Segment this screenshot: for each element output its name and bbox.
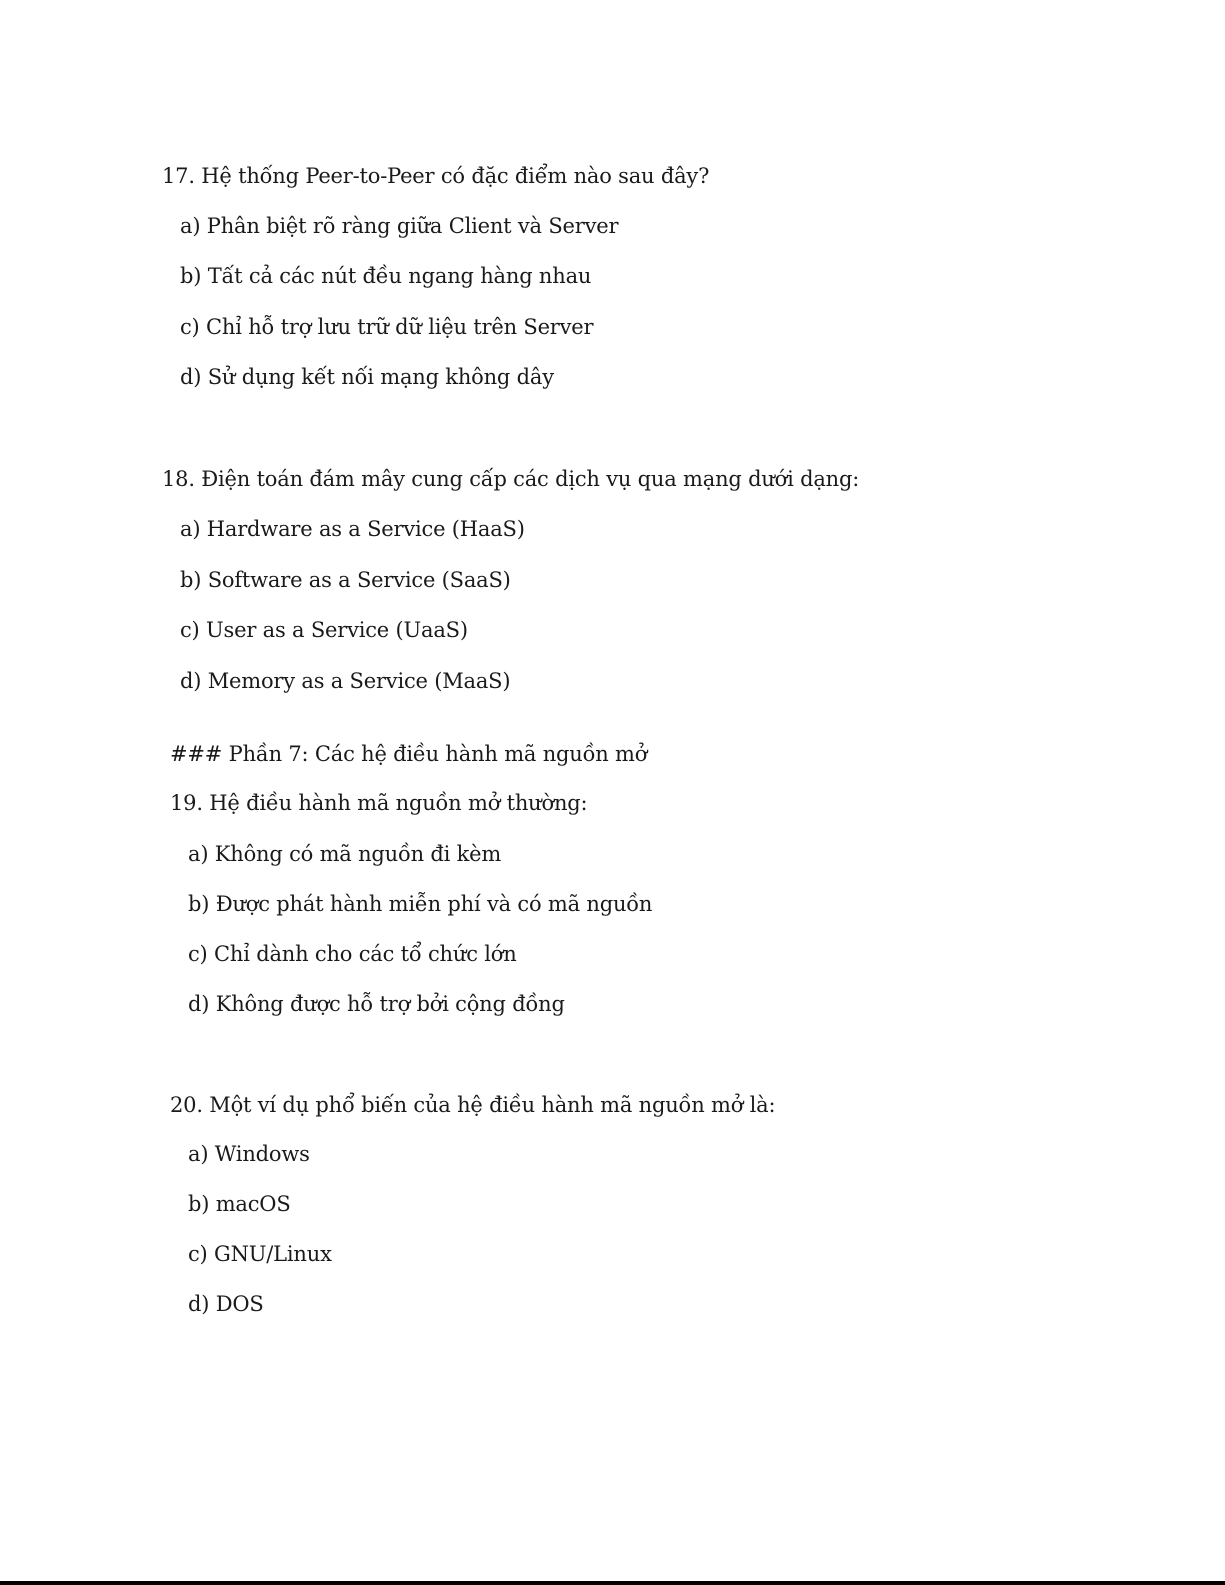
question-17-option-b: b) Tất cả các nút đều ngang hàng nhau (180, 264, 592, 288)
page-bottom-border (0, 1581, 1225, 1585)
question-17-option-c: c) Chỉ hỗ trợ lưu trữ dữ liệu trên Server (180, 315, 594, 339)
section-heading: ### Phần 7: Các hệ điều hành mã nguồn mở (170, 742, 648, 766)
question-19-option-b: b) Được phát hành miễn phí và có mã nguồn (188, 892, 653, 916)
question-17-option-a: a) Phân biệt rõ ràng giữa Client và Server (180, 214, 619, 238)
question-19-text: 19. Hệ điều hành mã nguồn mở thường: (170, 791, 588, 815)
question-18-option-c: c) User as a Service (UaaS) (180, 618, 468, 642)
question-18-text: 18. Điện toán đám mây cung cấp các dịch vụ qua mạng dưới dạng: (162, 467, 860, 491)
question-19-option-d: d) Không được hỗ trợ bởi cộng đồng (188, 992, 565, 1016)
question-17-option-d: d) Sử dụng kết nối mạng không dây (180, 365, 554, 389)
question-18-option-b: b) Software as a Service (SaaS) (180, 568, 511, 592)
question-18-option-d: d) Memory as a Service (MaaS) (180, 669, 511, 693)
question-20-option-d: d) DOS (188, 1292, 264, 1316)
question-20-option-b: b) macOS (188, 1192, 291, 1216)
question-19-option-c: c) Chỉ dành cho các tổ chức lớn (188, 942, 517, 966)
question-17-text: 17. Hệ thống Peer-to-Peer có đặc điểm nào sau đây? (162, 164, 710, 188)
question-20-option-c: c) GNU/Linux (188, 1242, 332, 1266)
question-20-text: 20. Một ví dụ phổ biến của hệ điều hành mã nguồn mở là: (170, 1093, 776, 1117)
question-18-option-a: a) Hardware as a Service (HaaS) (180, 517, 525, 541)
question-19-option-a: a) Không có mã nguồn đi kèm (188, 842, 502, 866)
question-20-option-a: a) Windows (188, 1142, 310, 1166)
